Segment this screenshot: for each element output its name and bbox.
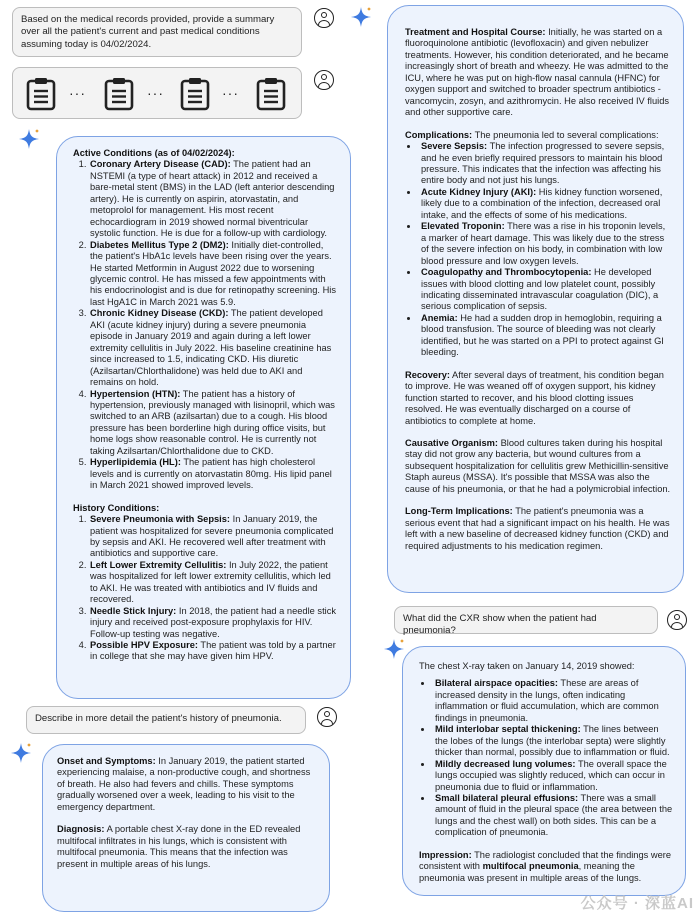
list-item: 3. Needle Stick Injury: In 2018, the patient had a needle stick injury and received post-exposure prophylaxis for HIV. Follow-up testing was negative. bbox=[89, 606, 338, 640]
user-avatar-icon bbox=[314, 8, 334, 28]
diagnosis-paragraph: Diagnosis: A portable chest X-ray done in the ED revealed multifocal infiltrates in his lungs, which is consistent with multifocal pneumonia. This means that the infection was present in multiple areas of his lungs. bbox=[57, 824, 301, 869]
list-item: • Mildly decreased lung volumes: The overall space the lungs occupied was slightly reduced, which can occur in pneumonia due to fluid or inflammation. bbox=[433, 759, 673, 793]
prompt-text: Describe in more detail the patient's history of pneumonia. bbox=[35, 713, 282, 724]
treatment-paragraph: Treatment and Hospital Course: Initially, he was started on a fluoroquinolone antibiotic (levofloxacin) and given nebulizer treatments. However, his condition deteriorated, and he became increasingly short of breath and wheezy. He was admitted to the ICU, where he was put on high-flow nasal cannula (HFNC) for oxygen support and switched to broader spectrum antibiotics - vancomycin, zosyn, and azithromycin. He also received IV fluids and other supportive care. bbox=[405, 27, 670, 118]
user-avatar-icon bbox=[667, 610, 687, 630]
ai-response-cxr bbox=[402, 646, 686, 896]
cxr-findings-list bbox=[419, 678, 673, 838]
attached-records-row bbox=[12, 67, 302, 119]
recovery-paragraph: Recovery: After several days of treatment, his condition began to improve. He was weaned off of oxygen support, his kidney function started to recover, and his blood clotting issues resolved. He was eventually discharged on a course of antibiotics to complete at home. bbox=[405, 369, 664, 426]
clipboard-icon bbox=[103, 77, 135, 111]
list-item: 1. Coronary Artery Disease (CAD): The patient had an NSTEMI (a type of heart attack) in 2012 and received a bare-metal stent (BMS) in the LAD (left anterior descending artery). He is currently on aspirin, atorvastatin, and metoprolol for management. His most recent echocardiogram in 2019 showed normal biventricular systolic function. He is due for a follow-up with cardiology. bbox=[89, 159, 338, 239]
separator-dots: ··· bbox=[222, 85, 239, 101]
history-conditions-list bbox=[73, 514, 338, 663]
complications-list bbox=[405, 141, 671, 359]
user-avatar-icon bbox=[317, 707, 337, 727]
long-term-paragraph: Long-Term Implications: The patient's pneumonia was a serious event that had a significant impact on his health. He was left with a new baseline of decreased kidney function (CKD) and required adjustments to his medication regimen. bbox=[405, 506, 670, 551]
causative-organism-paragraph: Causative Organism: Blood cultures taken during his hospital stay did not grow any bacteria, but wound cultures from a subsequent hospitalization for cellulitis grew Methicillin-sensitive Staph aureus (MSSA). It's possible that MSSA was also the cause of his pneumonia, or that he had a polymicrobial infection. bbox=[405, 437, 671, 494]
list-item: 4. Possible HPV Exposure: The patient was told by a partner in college that she may have given him HPV. bbox=[89, 640, 338, 663]
list-item: 4. Hypertension (HTN): The patient has a history of hypertension, previously managed with lisinopril, which was switched to an ARB (azilsartan) due to a cough. His blood pressure has been borderline high during office visits, but home logs show reasonable control. He is currently not taking Azilsartan/Chlorthalidone due to CKD. bbox=[89, 389, 338, 458]
ai-response-summary bbox=[56, 136, 351, 699]
clipboard-icon bbox=[179, 77, 211, 111]
list-item: • Bilateral airspace opacities: These are areas of increased density in the lungs, often indicating inflammation or fluid accumulation, which are common findings in pneumonia. bbox=[433, 678, 673, 724]
list-item: 2. Diabetes Mellitus Type 2 (DM2): Initially diet-controlled, the patient's HbA1c levels have been rising over the years. He started Metformin in August 2022 due to worsening glycemic control. He has missed a few appointments with his endocrinologist and is due for retinopathy screening. His last HgA1C in March 2021 was 5.9. bbox=[89, 240, 338, 309]
ai-response-pneumonia-part1 bbox=[42, 744, 330, 912]
user-prompt-cxr bbox=[394, 606, 658, 637]
active-conditions-title: Active Conditions (as of 04/02/2024): bbox=[73, 148, 235, 158]
list-item: • Severe Sepsis: The infection progressed to severe sepsis, and he even briefly required pressors to maintain his blood pressure. This indicates that the infection was affecting his entire body and not just his lungs. bbox=[419, 141, 671, 187]
list-item: 2. Left Lower Extremity Cellulitis: In July 2022, the patient was hospitalized for left lower extremity cellulitis, which led to AKI. He was treated with antibiotics and IV fluids and recovered. bbox=[89, 560, 338, 606]
list-item: • Mild interlobar septal thickening: The lines between the lobes of the lungs (the interlobar septa) were slightly thicker than normal, possibly due to inflammation or fluid. bbox=[433, 724, 673, 758]
list-item: 3. Chronic Kidney Disease (CKD): The patient developed AKI (acute kidney injury) during a severe pneumonia episode in January 2019 and again during a left lower extremity cellulitis in July 2022. His baseline creatinine has since increased to 1.5, indicating CKD. His diuretic (Azilsartan/Chlorthalidone) was held due to AKI and remains on hold. bbox=[89, 308, 338, 388]
sparkle-icon bbox=[383, 638, 405, 660]
user-avatar-icon bbox=[314, 70, 334, 90]
clipboard-icon bbox=[25, 77, 57, 111]
watermark: 公众号 · 深蓝AI bbox=[580, 895, 694, 912]
sparkle-icon bbox=[18, 128, 40, 150]
active-conditions-list bbox=[73, 159, 338, 491]
list-item: • Coagulopathy and Thrombocytopenia: He developed issues with blood clotting and low platelet count, possibly indicating disseminated intravascular coagulation (DIC), a serious complication of sepsis. bbox=[419, 267, 671, 313]
list-item: 5. Hyperlipidemia (HL): The patient has high cholesterol levels and is currently on atorvastatin 80mg. His lipid panel in March 2021 showed improved levels. bbox=[89, 457, 338, 491]
separator-dots: ··· bbox=[69, 85, 86, 101]
prompt-text: Based on the medical records provided, provide a summary over all the patient's current and past medical conditions assuming today is 04/02/2024. bbox=[21, 14, 275, 50]
list-item: • Small bilateral pleural effusions: There was a small amount of fluid in the pleural space (the area between the lungs and the chest wall) on both sides. This can be a complication of pneumonia. bbox=[433, 793, 673, 839]
list-item: • Elevated Troponin: There was a rise in his troponin levels, a marker of heart damage. This was likely due to the stress of the severe infection on his body, in combination with low blood pressure and low oxygen levels. bbox=[419, 221, 671, 267]
list-item: • Acute Kidney Injury (AKI): His kidney function worsened, likely due to a combination of the infection, decreased oral intake, and the effects of some of his medications. bbox=[419, 187, 671, 221]
onset-paragraph: Onset and Symptoms: In January 2019, the patient started experiencing malaise, a non-productive cough, and shortness of breath. He also had fevers and chills. These symptoms gradually worsened over a week, leading to his visit to the emergency department. bbox=[57, 756, 311, 812]
sparkle-icon bbox=[350, 6, 372, 28]
complications-intro: Complications: The pneumonia led to several complications: bbox=[405, 129, 659, 140]
impression-paragraph: Impression: The radiologist concluded that the findings were consistent with multifocal pneumonia, meaning the pneumonia was present in multiple areas of the lungs. bbox=[419, 849, 672, 883]
list-item: 1. Severe Pneumonia with Sepsis: In January 2019, the patient was hospitalized for severe pneumonia complicated by sepsis and AKI. He recovered well after treatment with antibiotics and supportive care. bbox=[89, 514, 338, 560]
separator-dots: ··· bbox=[147, 85, 164, 101]
ai-response-pneumonia-part2 bbox=[387, 5, 684, 593]
history-conditions-title: History Conditions: bbox=[73, 502, 160, 513]
user-prompt-summary bbox=[12, 7, 302, 57]
list-item: • Anemia: He had a sudden drop in hemoglobin, requiring a blood transfusion. The source of bleeding was not clearly identified, but he was started on a PPI to protect against GI bleeding. bbox=[419, 313, 671, 359]
cxr-intro: The chest X-ray taken on January 14, 2019 showed: bbox=[419, 661, 635, 671]
prompt-text: What did the CXR show when the patient had pneumonia? bbox=[403, 613, 597, 637]
clipboard-icon bbox=[255, 77, 287, 111]
user-prompt-pneumonia-history bbox=[26, 706, 306, 734]
sparkle-icon bbox=[10, 742, 32, 764]
